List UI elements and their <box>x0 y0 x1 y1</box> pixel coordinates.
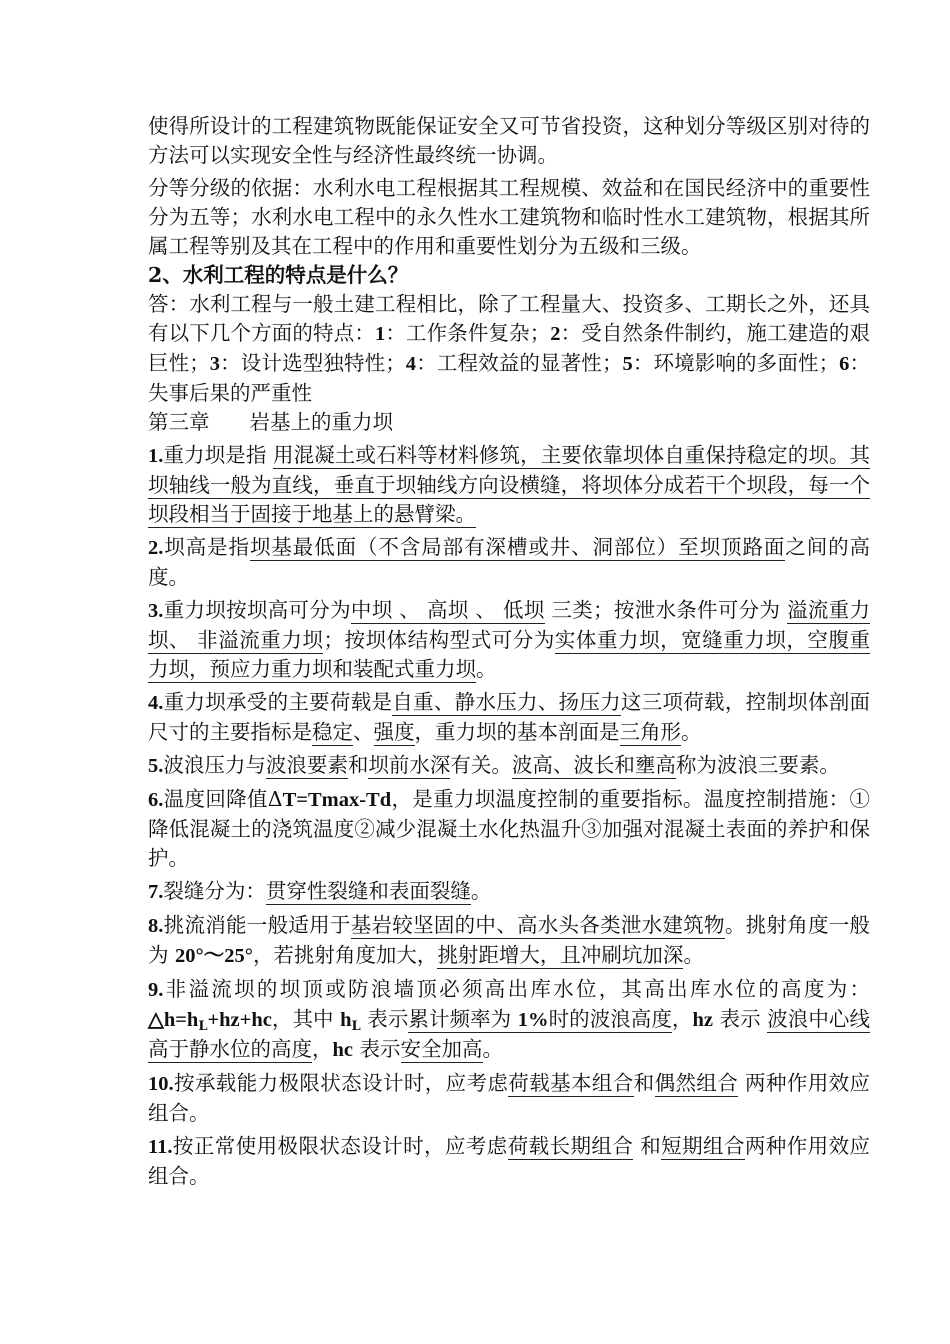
answer-underline <box>408 1007 672 1033</box>
item-11 <box>148 1132 870 1191</box>
item-2 <box>148 533 870 592</box>
answer-underline: 贯穿性裂缝和表面裂缝 <box>265 879 471 903</box>
item-text: 。 <box>470 879 492 903</box>
question-2-title <box>148 261 870 290</box>
item-text: 表示 <box>353 1037 401 1061</box>
item-text: ，其中 <box>271 1007 341 1031</box>
item-3 <box>148 596 870 684</box>
item-text: 挑流消能一般适用于 <box>163 913 351 937</box>
item-10 <box>148 1069 870 1128</box>
item-text: 。 <box>476 657 497 681</box>
item-number: 11. <box>148 1136 173 1158</box>
answer-underline: 用混凝土或石料等材料修筑，主要依靠坝体自重保持稳定的坝。其坝轴线一般为直线，垂直于坝轴线方向设横缝，将坝体分成若干个坝段，每一个坝段相当于固接于地基上的悬臂梁。 <box>148 443 870 526</box>
answer-text: 时的波浪高度 <box>548 1007 672 1031</box>
feature-text: ：工程效益的显著性； <box>416 351 623 375</box>
item-text: ；按坝体结构型式可分为 <box>323 628 555 652</box>
answer-underline: 挑射距增大，且冲刷坑加深 <box>437 943 684 967</box>
feature-number: 5 <box>622 353 633 375</box>
symbol: h <box>340 1009 352 1031</box>
item-number: 3. <box>148 600 164 622</box>
question-2-answer <box>148 290 870 408</box>
answer-underline: 实体重力坝，宽缝重力坝，空腹重力坝，预应力重力坝和装配式重力坝 <box>148 628 870 681</box>
answer-bold: 1% <box>517 1009 549 1031</box>
item-text: 。 <box>482 1037 504 1061</box>
item-text: 之间的高度。 <box>148 535 871 589</box>
item-text: 按正常使用极限状态设计时，应考虑 <box>172 1134 508 1158</box>
item-text: 波浪压力与 <box>163 753 266 777</box>
item-9 <box>148 975 870 1065</box>
chapter-title: 岩基上的重力坝 <box>249 410 393 434</box>
answer-intro: 答：水利工程与一般土建工程相比，除了工程量大、投资多、工期长之外，还具有以下几个方面的特点： <box>148 292 870 345</box>
item-text: 。挑射角度一般为 <box>148 913 871 967</box>
item-number: 9. <box>148 979 164 1001</box>
answer-underline: 基岩较坚固的中、高水头各类泄水建筑物 <box>350 913 725 937</box>
item-text: 。 <box>683 943 704 967</box>
item-text: 坝高是指 <box>163 535 250 559</box>
symbol: hc <box>332 1039 353 1061</box>
intro-paragraph-2 <box>148 174 870 261</box>
answer-underline: 中坝 、 高坝 、 低坝 <box>350 598 545 622</box>
answer-underline: 短期组合 <box>661 1134 745 1158</box>
answer-underline: 坝基最低面（不含局部有深槽或井、洞部位）至坝顶路面 <box>249 535 786 559</box>
formula-subscript: L <box>198 1019 208 1034</box>
answer-underline: 溢流重力坝、 非溢流重力坝 <box>148 598 870 652</box>
chapter-number: 第三章 <box>148 410 210 434</box>
item-number: 4. <box>148 692 164 714</box>
item-text: ， <box>671 1007 693 1031</box>
chapter-heading <box>148 408 870 437</box>
answer-underline: 偶然组合 <box>654 1071 739 1095</box>
answer-underline: 波浪要素 <box>265 753 348 777</box>
item-text: 三类；按泄水条件可分为 <box>544 598 788 622</box>
feature-number: 3 <box>209 353 221 375</box>
answer-underline: 三角形 <box>619 720 681 744</box>
item-number: 8. <box>148 915 164 937</box>
item-text: 非溢流坝的坝顶或防浪墙顶必须高出库水位，其高出库水位的高度为： <box>163 977 870 1001</box>
item-text: 表示 <box>712 1007 768 1031</box>
feature-text: ：环境影响的多面性； <box>632 351 840 375</box>
formula: △h=h <box>148 1009 199 1031</box>
feature-number: 4 <box>405 353 417 375</box>
item-number: 10. <box>148 1073 174 1095</box>
question-2-heading: 2、水利工程的特点是什么？ <box>148 263 409 287</box>
item-text: 两种作用效应组合。 <box>148 1071 871 1125</box>
item-number: 2. <box>148 537 164 559</box>
item-text: ，是重力坝温度控制的重要指标。温度控制措施：①降低混凝土的浇筑温度②减少混凝土水化热温升③加强对混凝土表面的养护和保护。 <box>148 787 870 870</box>
formula: +hz+hc <box>207 1009 272 1031</box>
angle-range: 20°～25° <box>175 945 253 967</box>
item-text: 称为波浪三要素。 <box>675 753 840 777</box>
item-text: 温度回降值Δ <box>163 787 283 811</box>
intro-text-1: 使得所设计的工程建筑物既能保证安全又可节省投资，这种划分等级区别对待的方法可以实现安全性与经济性最终统一协调。 <box>148 114 870 167</box>
item-text: ，重力坝的基本剖面是 <box>414 720 620 744</box>
item-text: 这三项荷载，控制坝体剖面尺寸的主要指标是 <box>148 690 871 744</box>
answer-text: 累计频率为 <box>408 1007 518 1031</box>
item-text: 和 <box>347 753 369 777</box>
feature-number: 1 <box>374 323 386 345</box>
feature-text: ：受自然条件制约，施工建造的艰巨性； <box>148 321 871 375</box>
item-text: 两种作用效应组合。 <box>148 1134 871 1188</box>
item-4 <box>148 688 870 747</box>
item-text: 和 <box>633 1071 655 1095</box>
document-body <box>148 112 870 1191</box>
item-text: 、 <box>353 720 374 744</box>
item-5 <box>148 751 870 781</box>
symbol-subscript: L <box>351 1019 361 1034</box>
item-text: 重力坝按坝高可分为 <box>163 598 351 622</box>
item-number: 7. <box>148 881 164 903</box>
formula: T=Tmax-Td <box>282 789 392 811</box>
answer-underline: 坝前水深 <box>368 753 451 777</box>
item-7 <box>148 877 870 907</box>
intro-paragraph-1 <box>148 112 870 170</box>
answer-underline: 波高、波长和壅高 <box>511 753 676 777</box>
answer-underline: 波浪中心线高于静水位的高度 <box>148 1007 870 1061</box>
item-1 <box>148 441 870 529</box>
item-text: ， <box>312 1037 333 1061</box>
item-number: 5. <box>148 755 164 777</box>
feature-text: ：工作条件复杂； <box>385 321 551 345</box>
symbol: hz <box>692 1009 713 1031</box>
answer-underline: 强度 <box>373 720 415 744</box>
answer-underline: 荷载长期组合 <box>507 1134 634 1158</box>
item-text: 重力坝承受的主要荷载是 <box>163 690 393 714</box>
feature-number: 6 <box>839 353 850 375</box>
item-text: 表示 <box>360 1007 409 1031</box>
item-number: 1. <box>148 445 164 467</box>
item-text: 和 <box>633 1134 662 1158</box>
answer-underline: 自重、静水压力、扬压力 <box>392 690 621 714</box>
item-8 <box>148 911 870 971</box>
feature-text: ：设计选型独特性； <box>220 351 406 375</box>
item-text: 有关。 <box>450 753 512 777</box>
item-text: 。 <box>681 720 702 744</box>
item-text: 重力坝是指 <box>163 443 274 467</box>
feature-number: 2 <box>550 323 561 345</box>
item-text: ，若挑射角度加大， <box>252 943 438 967</box>
answer-underline: 稳定 <box>312 720 353 744</box>
item-number: 6. <box>148 789 164 811</box>
item-text: 裂缝分为： <box>163 879 266 903</box>
intro-text-2: 分等分级的依据：水利水电工程根据其工程规模、效益和在国民经济中的重要性分为五等；水利水电工程中的永久性水工建筑物和临时性水工建筑物，根据其所属工程等别及其在工程中的作用和重要性划分为五级和三级。 <box>148 176 870 258</box>
answer-underline: 安全加高 <box>400 1037 483 1061</box>
feature-text: ：失事后果的严重性 <box>148 351 870 405</box>
item-text: 按承载能力极限状态设计时，应考虑 <box>173 1071 509 1095</box>
item-6 <box>148 785 870 873</box>
answer-underline: 荷载基本组合 <box>508 1071 634 1095</box>
